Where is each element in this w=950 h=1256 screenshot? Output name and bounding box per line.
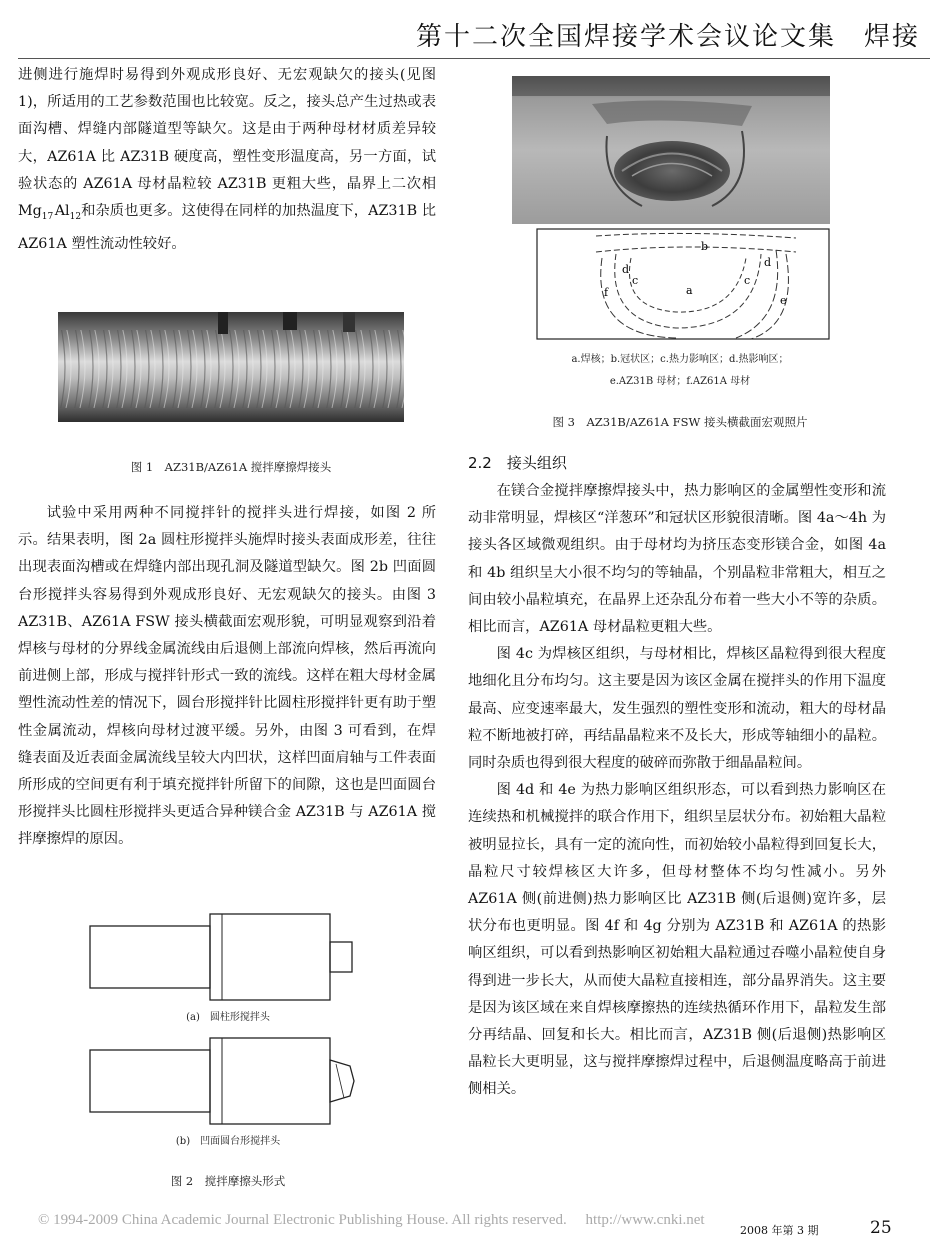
fig3-caption: 图 3 AZ31B/AZ61A FSW 接头横截面宏观照片	[552, 415, 808, 429]
fig3-label-b: b	[701, 240, 709, 253]
fig3-label-d-right: d	[764, 256, 772, 269]
fig3-macro-image	[512, 76, 830, 224]
fig3-label-e: e	[780, 294, 787, 307]
section-heading: 2.2 接头组织	[468, 454, 567, 472]
phase-formula: $Mg_{17}$ $Al_{12}$	[18, 203, 82, 222]
fig3-legend-line1: a.焊核；b.冠状区；c.热力影响区；d.热影响区；	[571, 354, 789, 365]
fig3-schematic	[536, 228, 830, 340]
left-para-2-block	[18, 500, 436, 854]
right-para-1: 在镁合金搅拌摩擦焊接头中，热力影响区的金属塑性变形和流动非常明显，焊核区“洋葱环”和冠状区形貌很清晰。图 4a～4h 为接头各区域微观组织。由于母材均为挤压态变形镁合金，如图 4a 和 4b 组织呈大小很不均匀的等轴晶，个别晶粒非常粗大，相互之间由较小晶粒填充，在晶界上还杂乱分布着一些大小不等的杂质。相比而言，AZ61A 母材晶粒更粗大些。	[468, 483, 886, 636]
fig3-legend-line2: e.AZ31B 母材；f.AZ61A 母材	[609, 376, 751, 387]
fig2b-concave-tapered-tool	[88, 1036, 368, 1126]
copyright-footer: © 1994-2009 China Academic Journal Electronic Publishing House. All rights reserved. http://www.cnki.net	[38, 1212, 705, 1228]
page-number: 25	[870, 1218, 892, 1238]
fig2a-caption: (a) 圆柱形搅拌头	[186, 1012, 270, 1023]
left-para-2: 试验中采用两种不同搅拌针的搅拌头进行焊接，如图 2 所示。结果表明，图 2a 圆柱形搅拌头施焊时接头表面成形差，往往出现表面沟槽或在焊缝内部出现孔洞及隧道型缺欠。图 2b 凹面圆台形搅拌头容易得到外观成形良好、无宏观缺欠的接头。由图 3 AZ31B、AZ61A FSW 接头横截面宏观形貌，可明显观察到沿着焊核与母材的分界线金属流线由后退侧上部流向焊核，然后再流向前进侧上部，形成与搅拌针形式一致的流线。这样在粗大母材金属塑性流动性差的情况下，圆台形搅拌针比圆柱形搅拌针更有助于塑性金属流动，焊核向母材过渡平缓。另外，由图 3 可看到，在焊缝表面及近表面金属流线呈较大内凹状，这样凹面肩轴与工件表面所形成的空间更有利于填充搅拌针所留下的间隙，这也是凹面圆台形搅拌头比圆柱形搅拌头更适合异种镁合金 AZ31B 与 AZ61A 搅拌摩擦焊的原因。	[18, 505, 436, 848]
running-header: 第十二次全国焊接学术会议论文集 焊接	[415, 22, 920, 52]
fig3-label-d-left: d	[622, 263, 630, 276]
fig1-weld-photo	[58, 312, 404, 422]
left-para-1-tail: 和杂质也更多。这使得在同样的加热温度下，AZ31B 比 AZ61A 塑性流动性较好。	[18, 203, 436, 253]
fig3-macro-photo	[512, 76, 830, 224]
fig3-label-f: f	[604, 286, 609, 299]
issue-info: 2008 年第 3 期	[740, 1224, 819, 1237]
fig3-label-c-right: c	[744, 274, 751, 287]
right-para-3: 图 4d 和 4e 为热力影响区组织形态，可以看到热力影响区在连续热和机械搅拌的联合作用下，组织呈层状分布。初始粗大晶粒被明显拉长，具有一定的流向性，而初始较小晶粒得到回复长大，晶粒尺寸较焊核区大许多，但母材整体不均匀性减小。另外 AZ61A 侧(前进侧)热力影响区比 AZ31B 侧(后退侧)宽许多，层状分布也更明显。图 4f 和 4g 分别为 AZ31B 和 AZ61A 的热影响区组织，可以看到热影响区初始粗大晶粒通过吞噬小晶粒使自身得到进一步长大，从而使大晶粒直接相连，部分晶界消失。这主要是因为该区域在来自焊核摩擦热的连续热循环作用下，晶粒发生部分再结晶、回复和长大。相比而言，AZ31B 侧(后退侧)热影响区晶粒长大更明显，这与搅拌摩擦焊过程中，后退侧温度略高于前进侧相关。	[468, 782, 886, 1098]
right-column	[468, 478, 886, 1104]
fig1-weld-image	[58, 312, 404, 422]
fig2a-cylindrical-tool	[88, 912, 368, 1002]
right-para-2: 图 4c 为焊核区组织，与母材相比，焊核区晶粒得到很大程度地细化且分布均匀。这主要是因为该区金属在搅拌头的作用下温度最高、应变速率最大，发生强烈的塑性变形和流动，粗大的母材晶粒不断地被打碎，再结晶晶粒来不及长大，形成等轴细小的晶粒。同时杂质也得到很大程度的破碎而弥散于细晶晶粒间。	[468, 646, 886, 772]
fig3-label-a: a	[686, 284, 693, 297]
left-para-1	[18, 62, 436, 258]
header-rule	[18, 58, 930, 59]
left-para-1-block	[18, 62, 436, 258]
fig2b-caption: (b) 凹面圆台形搅拌头	[175, 1136, 281, 1147]
fig1-caption: 图 1 AZ31B/AZ61A 搅拌摩擦焊接头	[130, 460, 332, 474]
left-para-1-text: 进侧进行施焊时易得到外观成形良好、无宏观缺欠的接头(见图1)，所适用的工艺参数范围也比较宽。反之，接头总产生过热或表面沟槽、焊缝内部隧道型等缺欠。这是由于两种母材材质差异较大，AZ61A 比 AZ31B 硬度高，塑性变形温度高，另一方面，试验状态的 AZ61A 母材晶粒较 AZ31B 更粗大些，晶界上二次相	[18, 67, 436, 192]
fig3-label-c-left: c	[632, 274, 639, 287]
fig2-caption: 图 2 搅拌摩擦头形式	[170, 1174, 286, 1188]
